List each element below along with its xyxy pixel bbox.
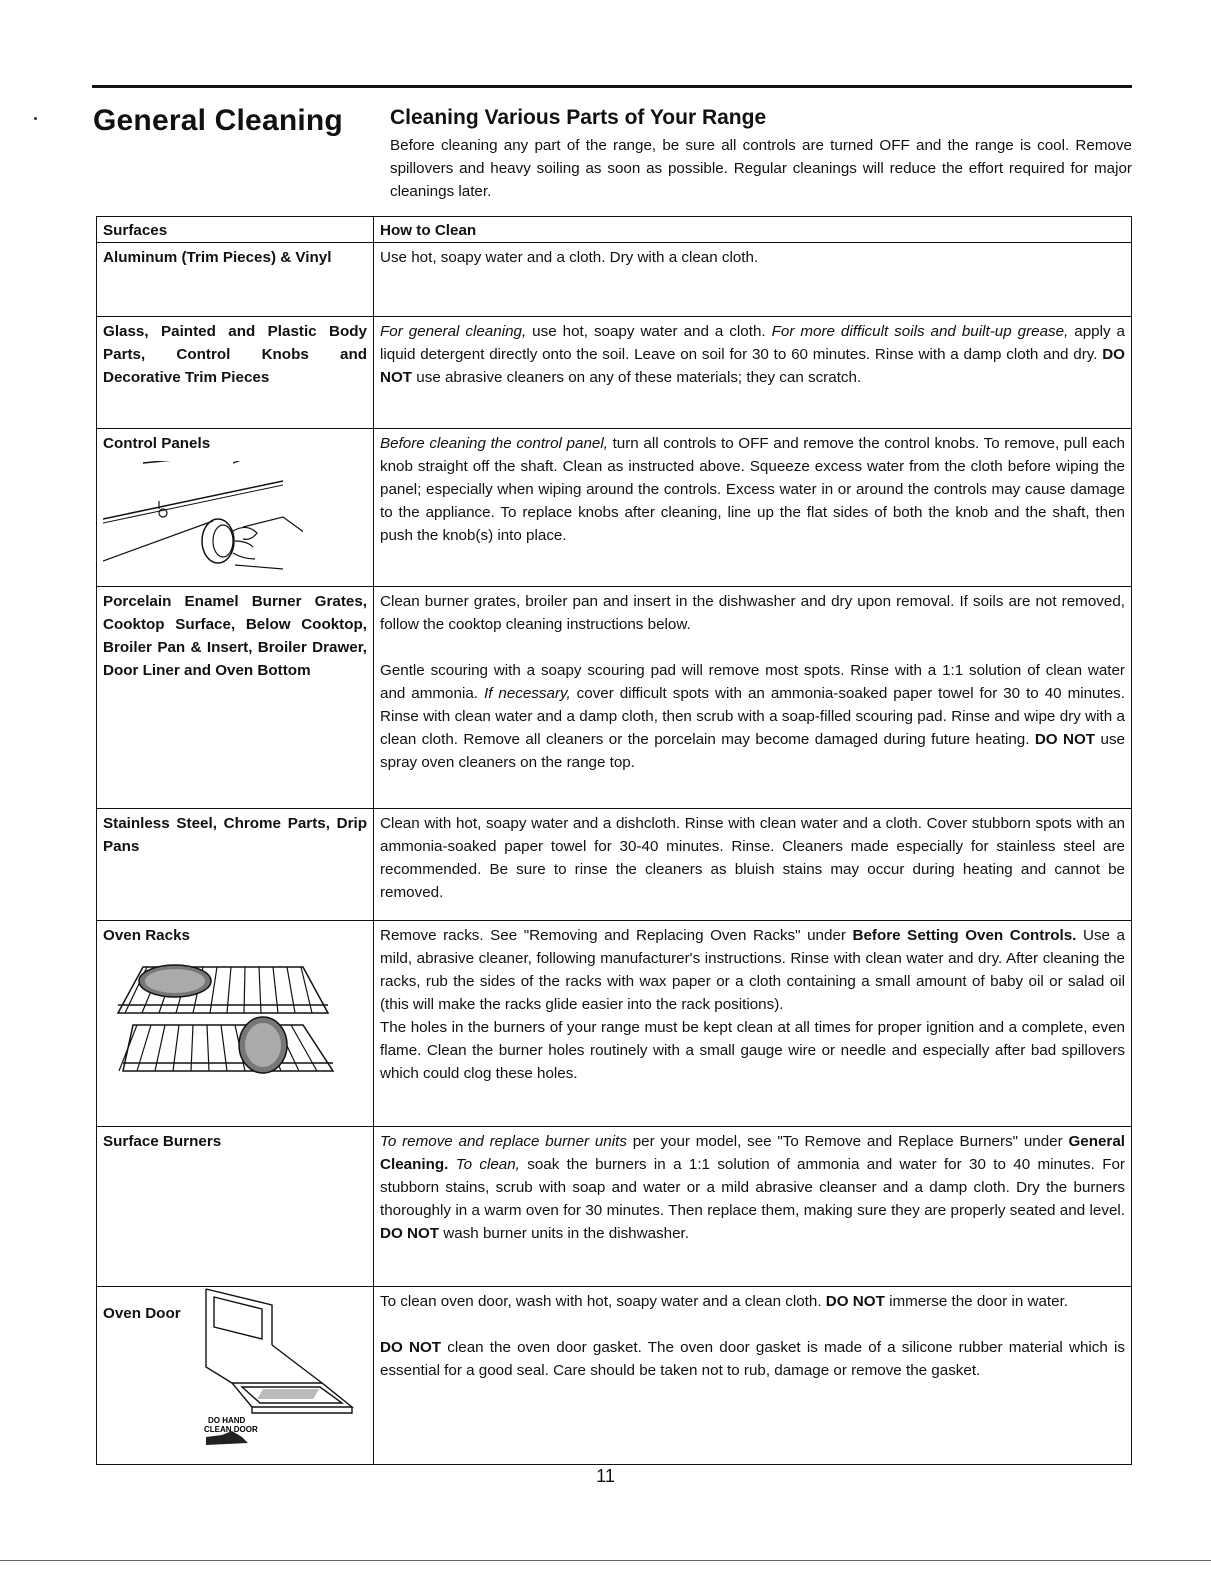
text: per your model, see "To Remove and Replace Burners" under (626, 1133, 1069, 1150)
surface-surface-burners: Surface Burners (97, 1127, 374, 1287)
table-row (97, 921, 1132, 1127)
figure-label: DO HAND (208, 1416, 246, 1425)
rack-bar (244, 967, 245, 1013)
surface-label: Control Panels (103, 435, 211, 452)
table-row (97, 1127, 1132, 1287)
oven-door-illustration (202, 1287, 362, 1447)
intro-block (390, 106, 1132, 203)
paragraph (380, 432, 1125, 547)
how-to-clean-porcelain-enamel (374, 587, 1132, 809)
rack-bar (210, 967, 217, 1013)
table-row (97, 317, 1132, 429)
italic-text: For general cleaning, (380, 323, 527, 340)
rack-bar (227, 967, 231, 1013)
paragraph (380, 1336, 1125, 1382)
how-to-clean-aluminum-vinyl: Use hot, soapy water and a cloth. Dry with a clean cloth. (374, 243, 1132, 317)
how-to-clean-oven-door (374, 1287, 1132, 1465)
figure-label: CLEAN DOOR (204, 1425, 258, 1434)
surface-glass-painted-plastic: Glass, Painted and Plastic Body Parts, Control Knobs and Decorative Trim Pieces (97, 317, 374, 429)
rack-bar (173, 1025, 179, 1071)
table-row (97, 587, 1132, 809)
bottom-rule (0, 1560, 1211, 1561)
text: To clean oven door, wash with hot, soapy water and a clean cloth. (380, 1293, 826, 1310)
italic-text: Before cleaning the control panel, (380, 435, 608, 452)
paragraph: The holes in the burners of your range must be kept clean at all times for proper ignition and a complete, even flame. Clean the burner holes routinely with a small gauge wire or needle and especially after bad spillovers which could clog these holes. (380, 1019, 1125, 1082)
text: use spray oven cleaners on the range top. (380, 731, 1125, 771)
rack-bar (221, 1025, 227, 1071)
table-row (97, 243, 1132, 317)
bold-text: General Cleaning. (380, 1133, 1125, 1173)
surface-oven-racks (97, 921, 374, 1127)
italic-text: If necessary, (483, 685, 571, 702)
surface-oven-door (97, 1287, 374, 1465)
rack-bar (273, 967, 278, 1013)
surface-aluminum-vinyl: Aluminum (Trim Pieces) & Vinyl (97, 243, 374, 317)
text: cover difficult spots with an ammonia-soaked paper towel for 30 to 40 minutes. Rinse with clean water and a damp cloth, then scrub with a soap-filled scouring pad. Rinse and wipe dry with a clean cloth. Remove all cleaners or the porcelain may become damaged during future heating. (380, 685, 1125, 748)
text: wash burner units in the dishwasher. (439, 1225, 689, 1242)
scan-speck (34, 117, 37, 120)
text: apply a liquid detergent directly onto the soil. Leave on soil for 30 to 60 minutes. Rinse with a damp cloth and dry. (380, 323, 1126, 363)
page-title: General Cleaning (93, 104, 343, 137)
text: Gentle scouring with a soapy scouring pad will remove most spots. Rinse with a 1:1 solution of clean water and ammonia. (380, 662, 1125, 702)
how-to-clean-stainless-steel: Clean with hot, soapy water and a dishcloth. Rinse with clean water and a cloth. Cover stubborn spots with an ammonia-soaked paper towel for 30-40 minutes. Rinse. Cleaners made especially for stainless steel are recommended. Be sure to rinse the cleaners as bluish stains may occur during heating and cannot be removed. (374, 809, 1132, 921)
rack-bar (291, 1025, 317, 1071)
how-to-clean-oven-racks (374, 921, 1132, 1127)
column-header-surfaces: Surfaces (97, 217, 374, 243)
how-to-clean-surface-burners (374, 1127, 1132, 1287)
italic-text: For more difficult soils and built-up grease, (771, 323, 1069, 340)
rack-bar (119, 1025, 137, 1071)
italic-text: To clean, (455, 1156, 520, 1173)
text: Remove racks. See "Removing and Replacing Oven Racks" under (380, 927, 853, 944)
rack-bar (287, 967, 295, 1013)
table-row (97, 429, 1132, 587)
text: use hot, soapy water and a cloth. (526, 323, 772, 340)
bold-text: DO NOT (1034, 731, 1096, 748)
text: use abrasive cleaners on any of these materials; they can scratch. (412, 369, 862, 386)
surface-porcelain-enamel: Porcelain Enamel Burner Grates, Cooktop Surface, Below Cooktop, Broiler Pan & Insert, Broiler Drawer, Door Liner and Oven Bottom (97, 587, 374, 809)
text: turn all controls to OFF and remove the control knobs. To remove, pull each knob straight off the shaft. Clean as instructed above. Squeeze excess water from the cloth before wiping the panel; especially when wiping around the controls. Excess water in or around the controls may cause damage to the appliance. To replace knobs after cleaning, line up the flat sides of both the knob and the shaft, then push the knob(s) into place. (380, 435, 1126, 544)
paragraph (380, 659, 1125, 774)
rack-bar (137, 1025, 151, 1071)
page-number: 11 (596, 1466, 615, 1486)
table-row (97, 809, 1132, 921)
surface-label: Oven Racks (103, 927, 190, 944)
cleaning-table (96, 216, 1132, 1465)
table-header-row (97, 217, 1132, 243)
bold-text: DO NOT (380, 346, 1125, 386)
how-to-clean-control-panels (374, 429, 1132, 587)
rack-bar (207, 1025, 209, 1071)
text: soak the burners in a 1:1 solution of ammonia and water for 30 to 40 minutes. For stubborn stains, scrub with soap and water or a mild abrasive cleanser and a damp cloth. Dry the burners thoroughly in a warm oven for 30 minutes. Then replace them, making sure they are properly seated and level. (380, 1156, 1125, 1219)
intro-paragraph: Before cleaning any part of the range, be sure all controls are turned OFF and the range is cool. Remove spillovers and heavy soiling as soon as possible. Regular cleanings will reduce the effort required for major cleanings later. (390, 137, 1132, 200)
rack-bar (191, 1025, 193, 1071)
control-knob-illustration (103, 461, 303, 571)
top-rule (92, 85, 1132, 88)
how-to-clean-glass-painted-plastic (374, 317, 1132, 429)
table-row (97, 1287, 1132, 1465)
paragraph (380, 1290, 1125, 1313)
surface-stainless-steel: Stainless Steel, Chrome Parts, Drip Pans (97, 809, 374, 921)
paragraph (380, 924, 1125, 1016)
bold-text: Before Setting Oven Controls. (852, 927, 1077, 944)
rack-bar (155, 1025, 165, 1071)
bold-text: DO NOT (825, 1293, 885, 1310)
text: clean the oven door gasket. The oven door gasket is made of a silicone rubber material which is essential for a good seal. Care should be taken not to rub, damage or remove the gasket. (380, 1339, 1125, 1379)
paragraph (380, 320, 1125, 389)
surface-control-panels (97, 429, 374, 587)
italic-text: To remove and replace burner units (380, 1133, 627, 1150)
surface-label: Oven Door (103, 1305, 181, 1322)
column-header-how-to-clean: How to Clean (374, 217, 1132, 243)
paragraph: Clean burner grates, broiler pan and insert in the dishwasher and dry upon removal. If soils are not removed, follow the cooktop cleaning instructions below. (380, 593, 1125, 633)
text: immerse the door in water. (884, 1293, 1069, 1310)
paragraph (380, 1130, 1125, 1245)
oven-racks-illustration (103, 953, 343, 1083)
text: Use a mild, abrasive cleaner, following manufacturer's instructions. Rinse with clean water and dry. After cleaning the racks, rub the sides of the racks with wax paper or a cloth containing a small amount of baby oil or salad oil (this will make the racks glide easier into the rack positions). (380, 927, 1125, 1013)
section-title: Cleaning Various Parts of Your Range (390, 106, 767, 129)
rack-bar (259, 967, 261, 1013)
bold-text: DO NOT (380, 1225, 440, 1242)
bold-text: DO NOT (380, 1339, 442, 1356)
